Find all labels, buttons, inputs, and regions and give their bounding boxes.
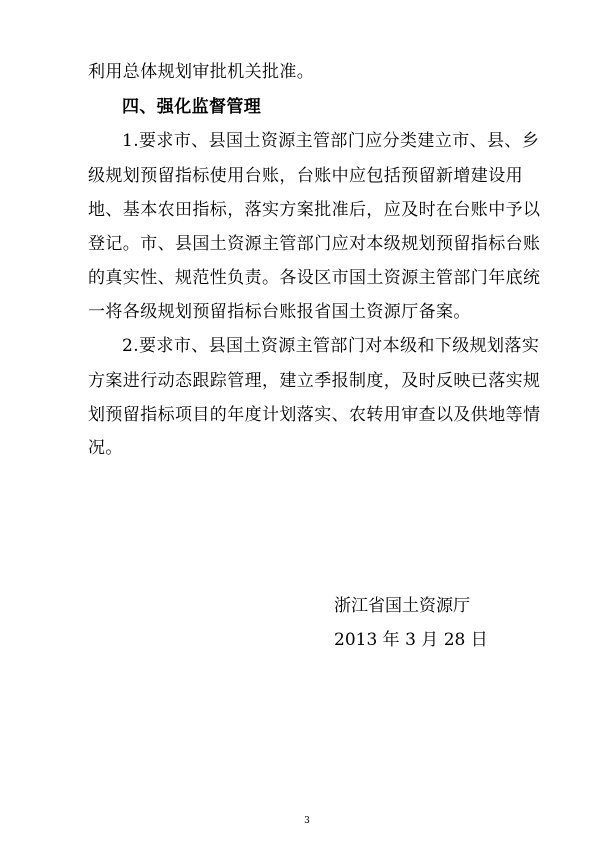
signature-organization: 浙江省国土资源厅 xyxy=(334,596,470,616)
paragraph-1-line-2: 级规划预留指标使用台账，台账中应包括预留新增建设用 xyxy=(88,166,523,186)
paragraph-2-line-3: 划预留指标项目的年度计划落实、农转用审查以及供地等情 xyxy=(88,405,541,425)
page-number: 3 xyxy=(304,816,310,826)
paragraph-1-line-1: 1.要求市、县国土资源主管部门应分类建立市、县、乡 xyxy=(122,131,540,151)
paragraph-1-line-3: 地、基本农田指标，落实方案批准后，应及时在台账中予以 xyxy=(88,200,541,220)
paragraph-2-line-4: 况。 xyxy=(88,438,123,458)
paragraph-2-line-2: 方案进行动态跟踪管理，建立季报制度，及时反映已落实规 xyxy=(88,371,541,391)
paragraph-1-line-6: 一将各级规划预留指标台账报省国土资源厅备案。 xyxy=(88,302,471,322)
paragraph-1-line-5: 的真实性、规范性负责。各设区市国土资源主管部门年底统 xyxy=(88,268,541,288)
section-heading: 四、强化监督管理 xyxy=(122,97,262,117)
paragraph-2-line-1: 2.要求市、县国土资源主管部门对本级和下级规划落实 xyxy=(122,336,540,356)
signature-date: 2013 年 3 月 28 日 xyxy=(334,630,488,650)
paragraph-1-line-4: 登记。市、县国土资源主管部门应对本级规划预留指标台账 xyxy=(88,234,541,254)
body-line-continuation: 利用总体规划审批机关批准。 xyxy=(88,62,315,82)
